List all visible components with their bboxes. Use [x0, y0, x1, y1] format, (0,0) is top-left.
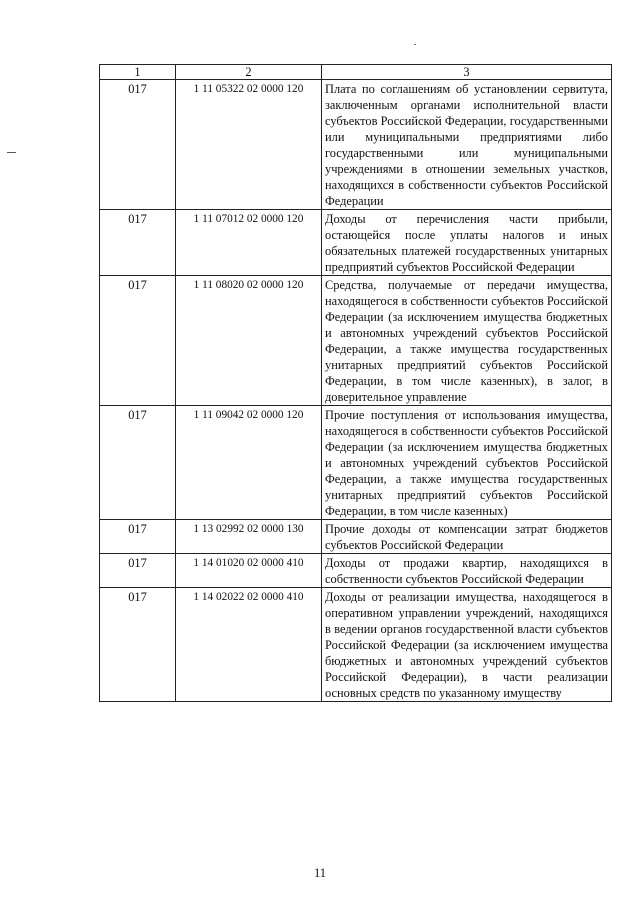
admin-code-cell: 017: [100, 406, 176, 520]
admin-code-cell: 017: [100, 210, 176, 276]
column-header-3: 3: [322, 65, 612, 80]
description-cell: Прочие поступления от использования имущества, находящегося в собственности субъектов Российской Федерации (за исключением имущества бюджетных и автономных учреждений субъектов Российской Федерации, а также имущества государственных унитарных предприятий субъектов Российской Федерации, в том числе казенных): [322, 406, 612, 520]
column-header-2: 2: [176, 65, 322, 80]
column-header-1: 1: [100, 65, 176, 80]
page-number: 11: [313, 866, 327, 880]
description-cell: Средства, получаемые от передачи имущества, находящегося в собственности субъектов Российской Федерации (за исключением имущества бюджетных и автономных учреждений субъектов Российской Федерации, а также имущества государственных унитарных предприятий субъектов Российской Федерации, в том числе казенных), в залог, в доверительное управление: [322, 276, 612, 406]
budget-code-cell: 1 13 02992 02 0000 130: [176, 520, 322, 554]
table-row: [100, 80, 612, 210]
budget-code-cell: 1 11 07012 02 0000 120: [176, 210, 322, 276]
budget-code-cell: 1 11 09042 02 0000 120: [176, 406, 322, 520]
budget-code-cell: 1 11 05322 02 0000 120: [176, 80, 322, 210]
description-cell: Прочие доходы от компенсации затрат бюджетов субъектов Российской Федерации: [322, 520, 612, 554]
budget-code-cell: 1 11 08020 02 0000 120: [176, 276, 322, 406]
table-row: [100, 520, 612, 554]
description-cell: Доходы от продажи квартир, находящихся в собственности субъектов Российской Федерации: [322, 554, 612, 588]
margin-mark: [7, 152, 16, 153]
description-cell: Доходы от перечисления части прибыли, остающейся после уплаты налогов и иных обязательных платежей государственных унитарных предприятий субъектов Российской Федерации: [322, 210, 612, 276]
revenue-codes-table: [99, 64, 612, 702]
table-header-row: [100, 65, 612, 80]
table-row: [100, 406, 612, 520]
admin-code-cell: 017: [100, 520, 176, 554]
table-row: [100, 276, 612, 406]
admin-code-cell: 017: [100, 80, 176, 210]
table-row: [100, 588, 612, 702]
table-body: [100, 80, 612, 702]
admin-code-cell: 017: [100, 554, 176, 588]
table-row: [100, 210, 612, 276]
budget-code-cell: 1 14 02022 02 0000 410: [176, 588, 322, 702]
budget-code-cell: 1 14 01020 02 0000 410: [176, 554, 322, 588]
admin-code-cell: 017: [100, 588, 176, 702]
description-cell: Доходы от реализации имущества, находящегося в оперативном управлении учреждений, находящихся в ведении органов государственной власти субъектов Российской Федерации (за исключением имущества бюджетных и автономных учреждений субъектов Российской Федерации), в части реализации основных средств по указанному имуществу: [322, 588, 612, 702]
scan-speck: [414, 44, 416, 45]
admin-code-cell: 017: [100, 276, 176, 406]
description-cell: Плата по соглашениям об установлении сервитута, заключенным органами исполнительной власти субъектов Российской Федерации, государственными или муниципальными предприятиями либо государственными или муниципальными учреждениями в отношении земельных участков, находящихся в собственности субъектов Российской Федерации: [322, 80, 612, 210]
table-row: [100, 554, 612, 588]
